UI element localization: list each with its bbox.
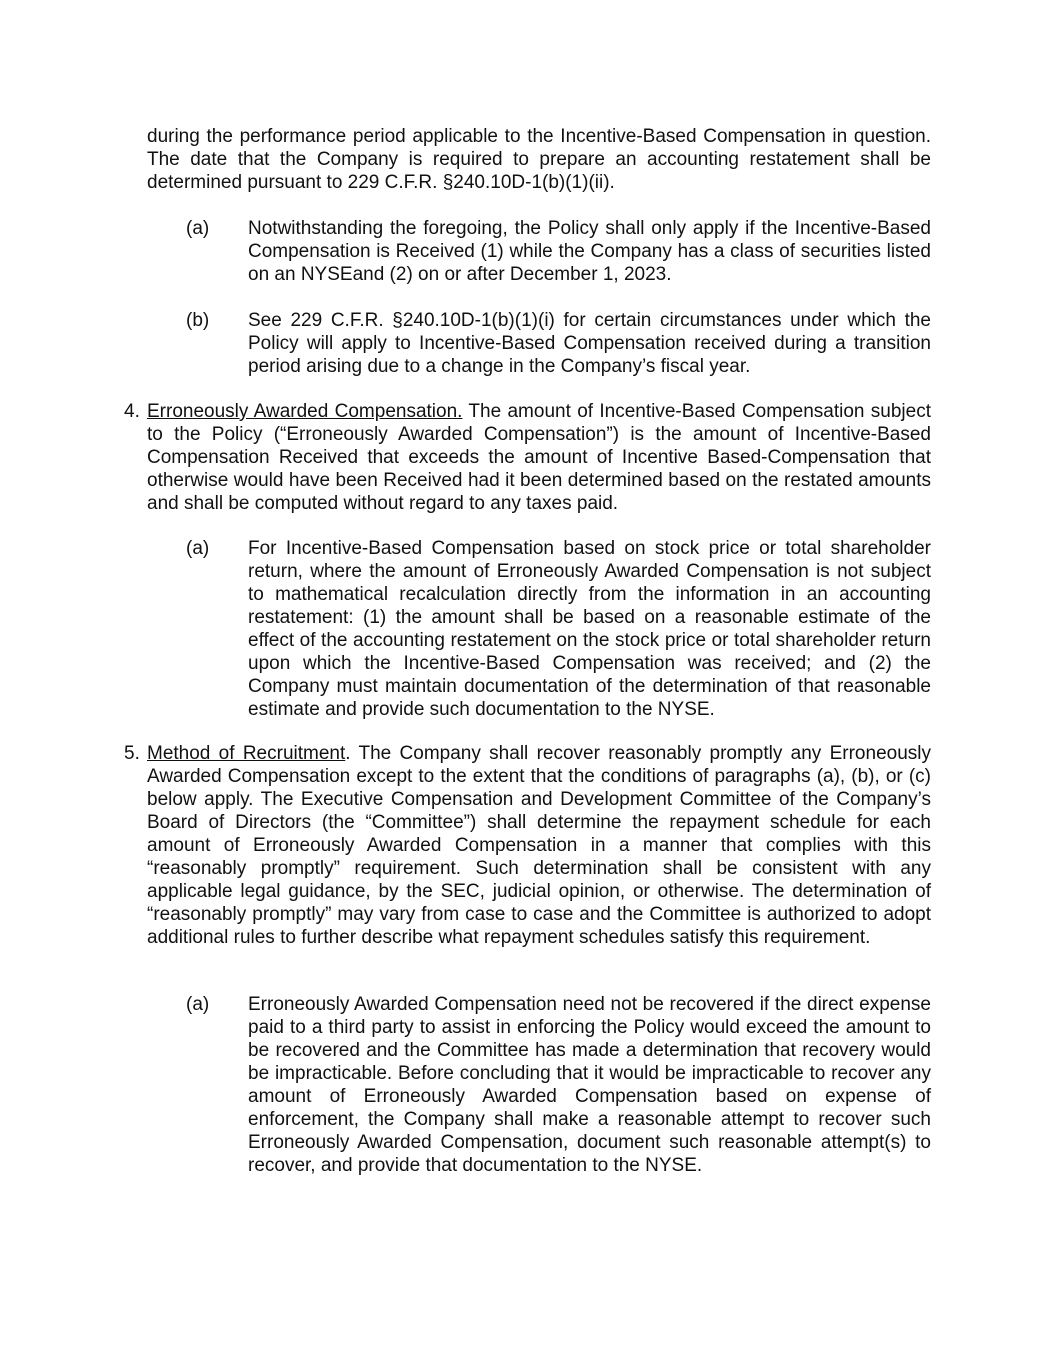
section-4-item-a-label: (a) (186, 538, 210, 559)
section-5-item-a-label: (a) (186, 994, 210, 1015)
intro-item-b-label: (b) (186, 310, 210, 331)
intro-item-b-text: See 229 C.F.R. §240.10D-1(b)(1)(i) for certain circumstances under which the Policy will apply to Incentive-Based Compensation received during a transition period arising due to a change in the Company’s fiscal year. (248, 310, 931, 377)
intro-paragraph: during the performance period applicable to the Incentive-Based Compensation in question. The date that the Company is required to prepare an accounting restatement shall be determined pursuant to 229 C.F.R. §240.10D-1(b)(1)(ii). (147, 126, 931, 193)
section-5-heading: Method of Recruitment (147, 743, 346, 764)
intro-item-a-label: (a) (186, 218, 210, 239)
section-4-item-a-text: For Incentive-Based Compensation based on stock price or total shareholder return, where the amount of Erroneously Awarded Compensation is not subject to mathematical recalculation directly from the information in an accounting restatement: (1) the amount shall be based on a reasonable estimate of the effect of the accounting restatement on the stock price or total shareholder return upon which the Incentive-Based Compensation was received; and (2) the Company must maintain documentation of the determination of that reasonable estimate and provide such documentation to the NYSE. (248, 538, 931, 720)
intro-item-a-text: Notwithstanding the foregoing, the Policy shall only apply if the Incentive-Based Compensation is Received (1) while the Company has a class of securities listed on an NYSEand (2) on or after December 1, 2023. (248, 218, 931, 285)
section-5-item-a-text: Erroneously Awarded Compensation need not be recovered if the direct expense paid to a third party to assist in enforcing the Policy would exceed the amount to be recovered and the Committee has made a determination that recovery would be impracticable. Before concluding that it would be impracticable to recover any amount of Erroneously Awarded Compensation based on expense of enforcement, the Company shall make a reasonable attempt to recover such Erroneously Awarded Compensation, document such reasonable attempt(s) to recover, and provide that documentation to the NYSE. (248, 994, 931, 1176)
section-4-heading: Erroneously Awarded Compensation. (147, 401, 463, 422)
section-4-number: 4. (124, 401, 140, 422)
section-5-number: 5. (124, 743, 140, 764)
section-5-body: . The Company shall recover reasonably promptly any Erroneously Awarded Compensation except to the extent that the conditions of paragraphs (a), (b), or (c) below apply. The Executive Compensation and Development Committee of the Company’s Board of Directors (the “Committee”) shall determine the repayment schedule for each amount of Erroneously Awarded Compensation in a manner that complies with this “reasonably promptly” requirement. Such determination shall be consistent with any applicable legal guidance, by the SEC, judicial opinion, or otherwise. The determination of “reasonably promptly” may vary from case to case and the Committee is authorized to adopt additional rules to further describe what repayment schedules satisfy this requirement. (147, 743, 931, 948)
section-5-paragraph (147, 742, 931, 949)
section-4-body: The amount of Incentive-Based Compensation subject to the Policy (“Erroneously Awarded Compensation”) is the amount of Incentive-Based Compensation Received that exceeds the amount of Incentive Based-Compensation that otherwise would have been Received had it been determined based on the restated amounts and shall be computed without regard to any taxes paid. (147, 401, 931, 514)
section-4-paragraph (147, 400, 931, 515)
